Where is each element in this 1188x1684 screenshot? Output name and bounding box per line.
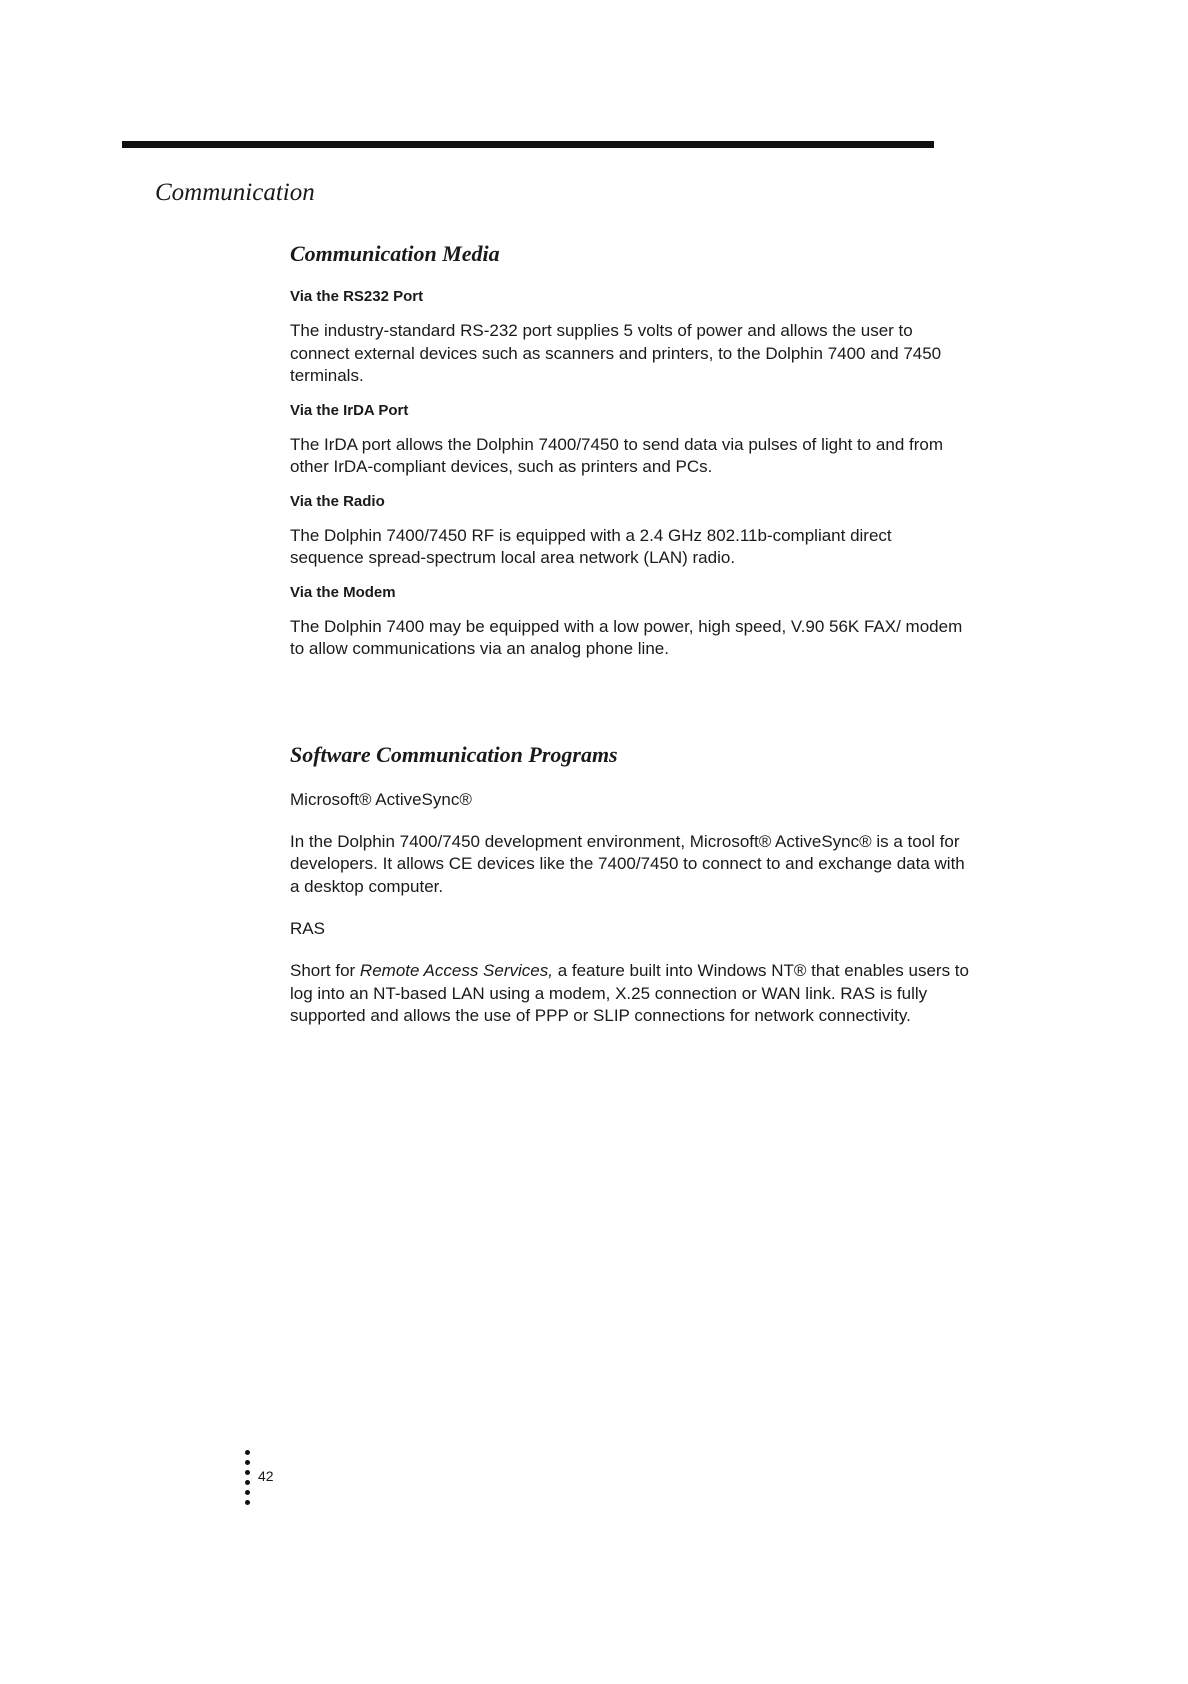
paragraph-ras <box>290 960 970 1028</box>
heading-activesync: Microsoft® ActiveSync® <box>290 789 472 809</box>
ras-text-prefix: Short for <box>290 961 360 980</box>
chapter-title: Communication <box>155 179 315 206</box>
section-title-software-programs: Software Communication Programs <box>290 741 618 767</box>
subhead-modem: Via the Modem <box>290 583 396 601</box>
subhead-irda-port: Via the IrDA Port <box>290 401 409 419</box>
ras-text-suffix: a feature built into Windows NT® that enables users to log into an NT-based LAN using a modem, X.25 connection or WAN link. RAS is fully supported and allows the use of PPP or SLIP connections for network connectivity. <box>290 961 969 1025</box>
paragraph-rs232-port: The industry-standard RS-232 port supplies 5 volts of power and allows the user to connect external devices such as scanners and printers, to the Dolphin 7400 and 7450 terminals. <box>290 321 942 385</box>
heading-ras: RAS <box>290 919 325 938</box>
subhead-radio: Via the Radio <box>290 492 385 510</box>
paragraph-irda-port: The IrDA port allows the Dolphin 7400/7450 to send data via pulses of light to and from other IrDA-compliant devices, such as printers and PCs. <box>290 434 944 476</box>
dot-leader-icon <box>245 1450 250 1510</box>
header-rule <box>122 141 934 148</box>
page-number: 42 <box>258 1468 274 1484</box>
paragraph-activesync: In the Dolphin 7400/7450 development environment, Microsoft® ActiveSync® is a tool for developers. It allows CE devices like the 7400/7450 to connect to and exchange data with a desktop computer. <box>290 831 965 896</box>
paragraph-modem: The Dolphin 7400 may be equipped with a low power, high speed, V.90 56K FAX/ modem to allow communications via an analog phone line. <box>290 616 963 658</box>
main-content <box>290 240 970 1028</box>
page-footer <box>240 1450 300 1510</box>
ras-text-emphasis: Remote Access Services, <box>359 961 553 980</box>
subhead-rs232-port: Via the RS232 Port <box>290 288 424 305</box>
paragraph-radio: The Dolphin 7400/7450 RF is equipped with a 2.4 GHz 802.11b-compliant direct sequence spread-spectrum local area network (LAN) radio. <box>290 525 892 567</box>
section-title-communication-media: Communication Media <box>290 241 500 266</box>
